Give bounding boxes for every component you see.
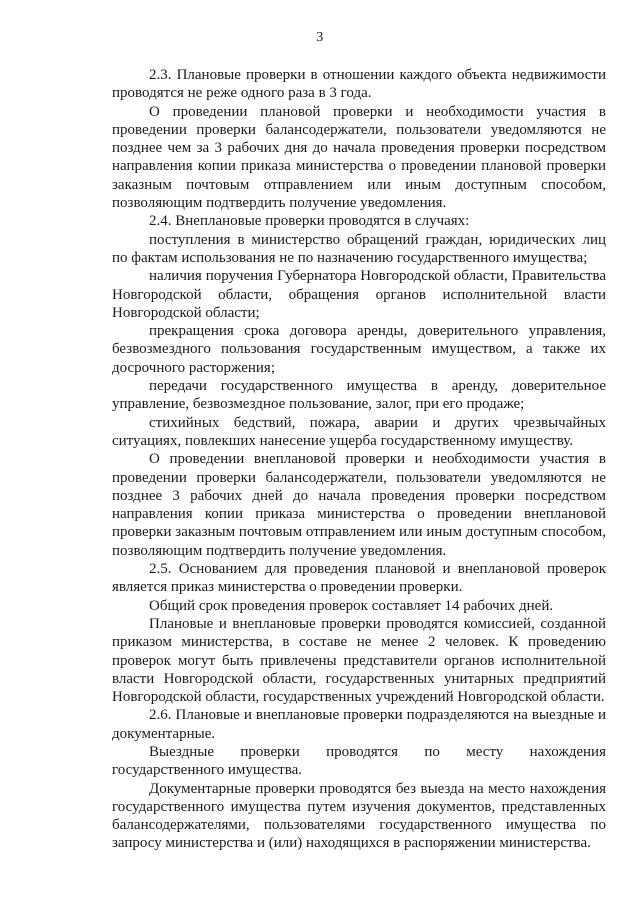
paragraph-2-4: 2.4. Внеплановые проверки проводятся в случаях:: [149, 213, 470, 230]
paragraph-case-citizen-appeals: поступления в министерство обращений граждан, юридических лиц по фактам использования не по назначению государственного имущества;: [112, 231, 606, 266]
paragraph-inspection-duration: Общий срок проведения проверок составляет 14 рабочих дней.: [149, 597, 554, 614]
paragraph-case-governor-order: наличия поручения Губернатора Новгородской области, Правительства Новгородской области, обращения органов исполнительной власти Новгородской области;: [112, 268, 606, 321]
paragraph-planned-notification: О проведении плановой проверки и необходимости участия в проведении проверки балансодержатели, пользователи уведомляются не позднее чем за 3 рабочих дня до начала проведения проверки посредством направления копии приказа министерства о проведении плановой проверки заказным почтовым отправлением или иным доступным способом, позволяющим подтвердить получение уведомления.: [112, 103, 606, 212]
document-body: [112, 66, 606, 853]
paragraph-commission: Плановые и внеплановые проверки проводятся комиссией, созданной приказом министерства, в составе не менее 2 человек. К проведению проверок могут быть привлечены представители органов исполнительной власти Новгородской области, государственных унитарных предприятий Новгородской области, государственных учреждений Новгородской области.: [112, 615, 606, 706]
paragraph-2-3: 2.3. Плановые проверки в отношении каждого объекта недвижимости проводятся не реже одного раза в 3 года.: [112, 67, 606, 102]
paragraph-case-contract-termination: прекращения срока договора аренды, доверительного управления, безвозмездного пользования государственным имуществом, а также их досрочного расторжения;: [112, 323, 606, 376]
paragraph-documentary-inspections: Документарные проверки проводятся без выезда на место нахождения государственного имущества путем изучения документов, представленных балансодержателями, пользователями государственного имущества по запросу министерства и (или) находящихся в распоряжении министерства.: [112, 780, 606, 852]
paragraph-unplanned-notification: О проведении внеплановой проверки и необходимости участия в проведении проверки балансодержатели, пользователи уведомляются не позднее 3 рабочих дней до начала проведения проверки посредством направления копии приказа министерства о проведении внеплановой проверки заказным почтовым отправлением или иным доступным способом, позволяющим подтвердить получение уведомления.: [112, 451, 606, 559]
paragraph-case-emergencies: стихийных бедствий, пожара, аварии и других чрезвычайных ситуациях, повлекших нанесение ущерба государственному имуществу.: [112, 414, 606, 449]
paragraph-2-6: 2.6. Плановые и внеплановые проверки подразделяются на выездные и документарные.: [112, 707, 606, 742]
page-number: 3: [316, 30, 324, 45]
paragraph-2-5: 2.5. Основанием для проведения плановой и внеплановой проверок является приказ министерства о проведении проверки.: [112, 561, 606, 596]
paragraph-onsite-inspections: Выездные проверки проводятся по месту нахождения государственного имущества.: [112, 743, 606, 779]
paragraph-case-property-transfer: передачи государственного имущества в аренду, доверительное управление, безвозмездное пользование, залог, при его продаже;: [112, 378, 606, 413]
